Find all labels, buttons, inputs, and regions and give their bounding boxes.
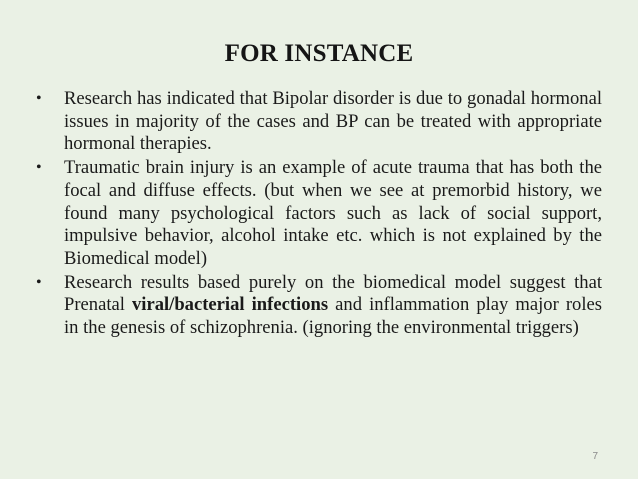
bullet-item-1 (36, 88, 602, 156)
slide-title: FOR INSTANCE (224, 40, 414, 67)
bullet-text: Traumatic brain injury is an example of acute trauma that has both the focal and diffuse effects. (but when we see at premorbid history, we found many psychological factors such as lack of social support, impulsive behavior, alcohol intake etc. which is not explained by the Biomedical model) (64, 157, 602, 269)
bullet-text-before: Research results based purely on the biomedical model suggest that Prenatal (64, 271, 602, 316)
bullet-item-2 (36, 157, 602, 271)
bullet-text-after: and inflammation play major roles in the genesis of schizophrenia. (ignoring the environmental triggers) (64, 294, 602, 339)
bullet-item-3 (36, 272, 602, 340)
bullet-text: Research has indicated that Bipolar disorder is due to gonadal hormonal issues in majority of the cases and BP can be treated with appropriate hormonal therapies. (64, 88, 602, 155)
bullet-marker: • (36, 273, 42, 291)
bullet-marker: • (36, 159, 42, 177)
bullet-list (36, 88, 602, 341)
bullet-marker: • (36, 90, 42, 107)
bullet-text-bold: viral/bacterial infections (132, 294, 329, 316)
page-number: 7 (592, 451, 598, 462)
